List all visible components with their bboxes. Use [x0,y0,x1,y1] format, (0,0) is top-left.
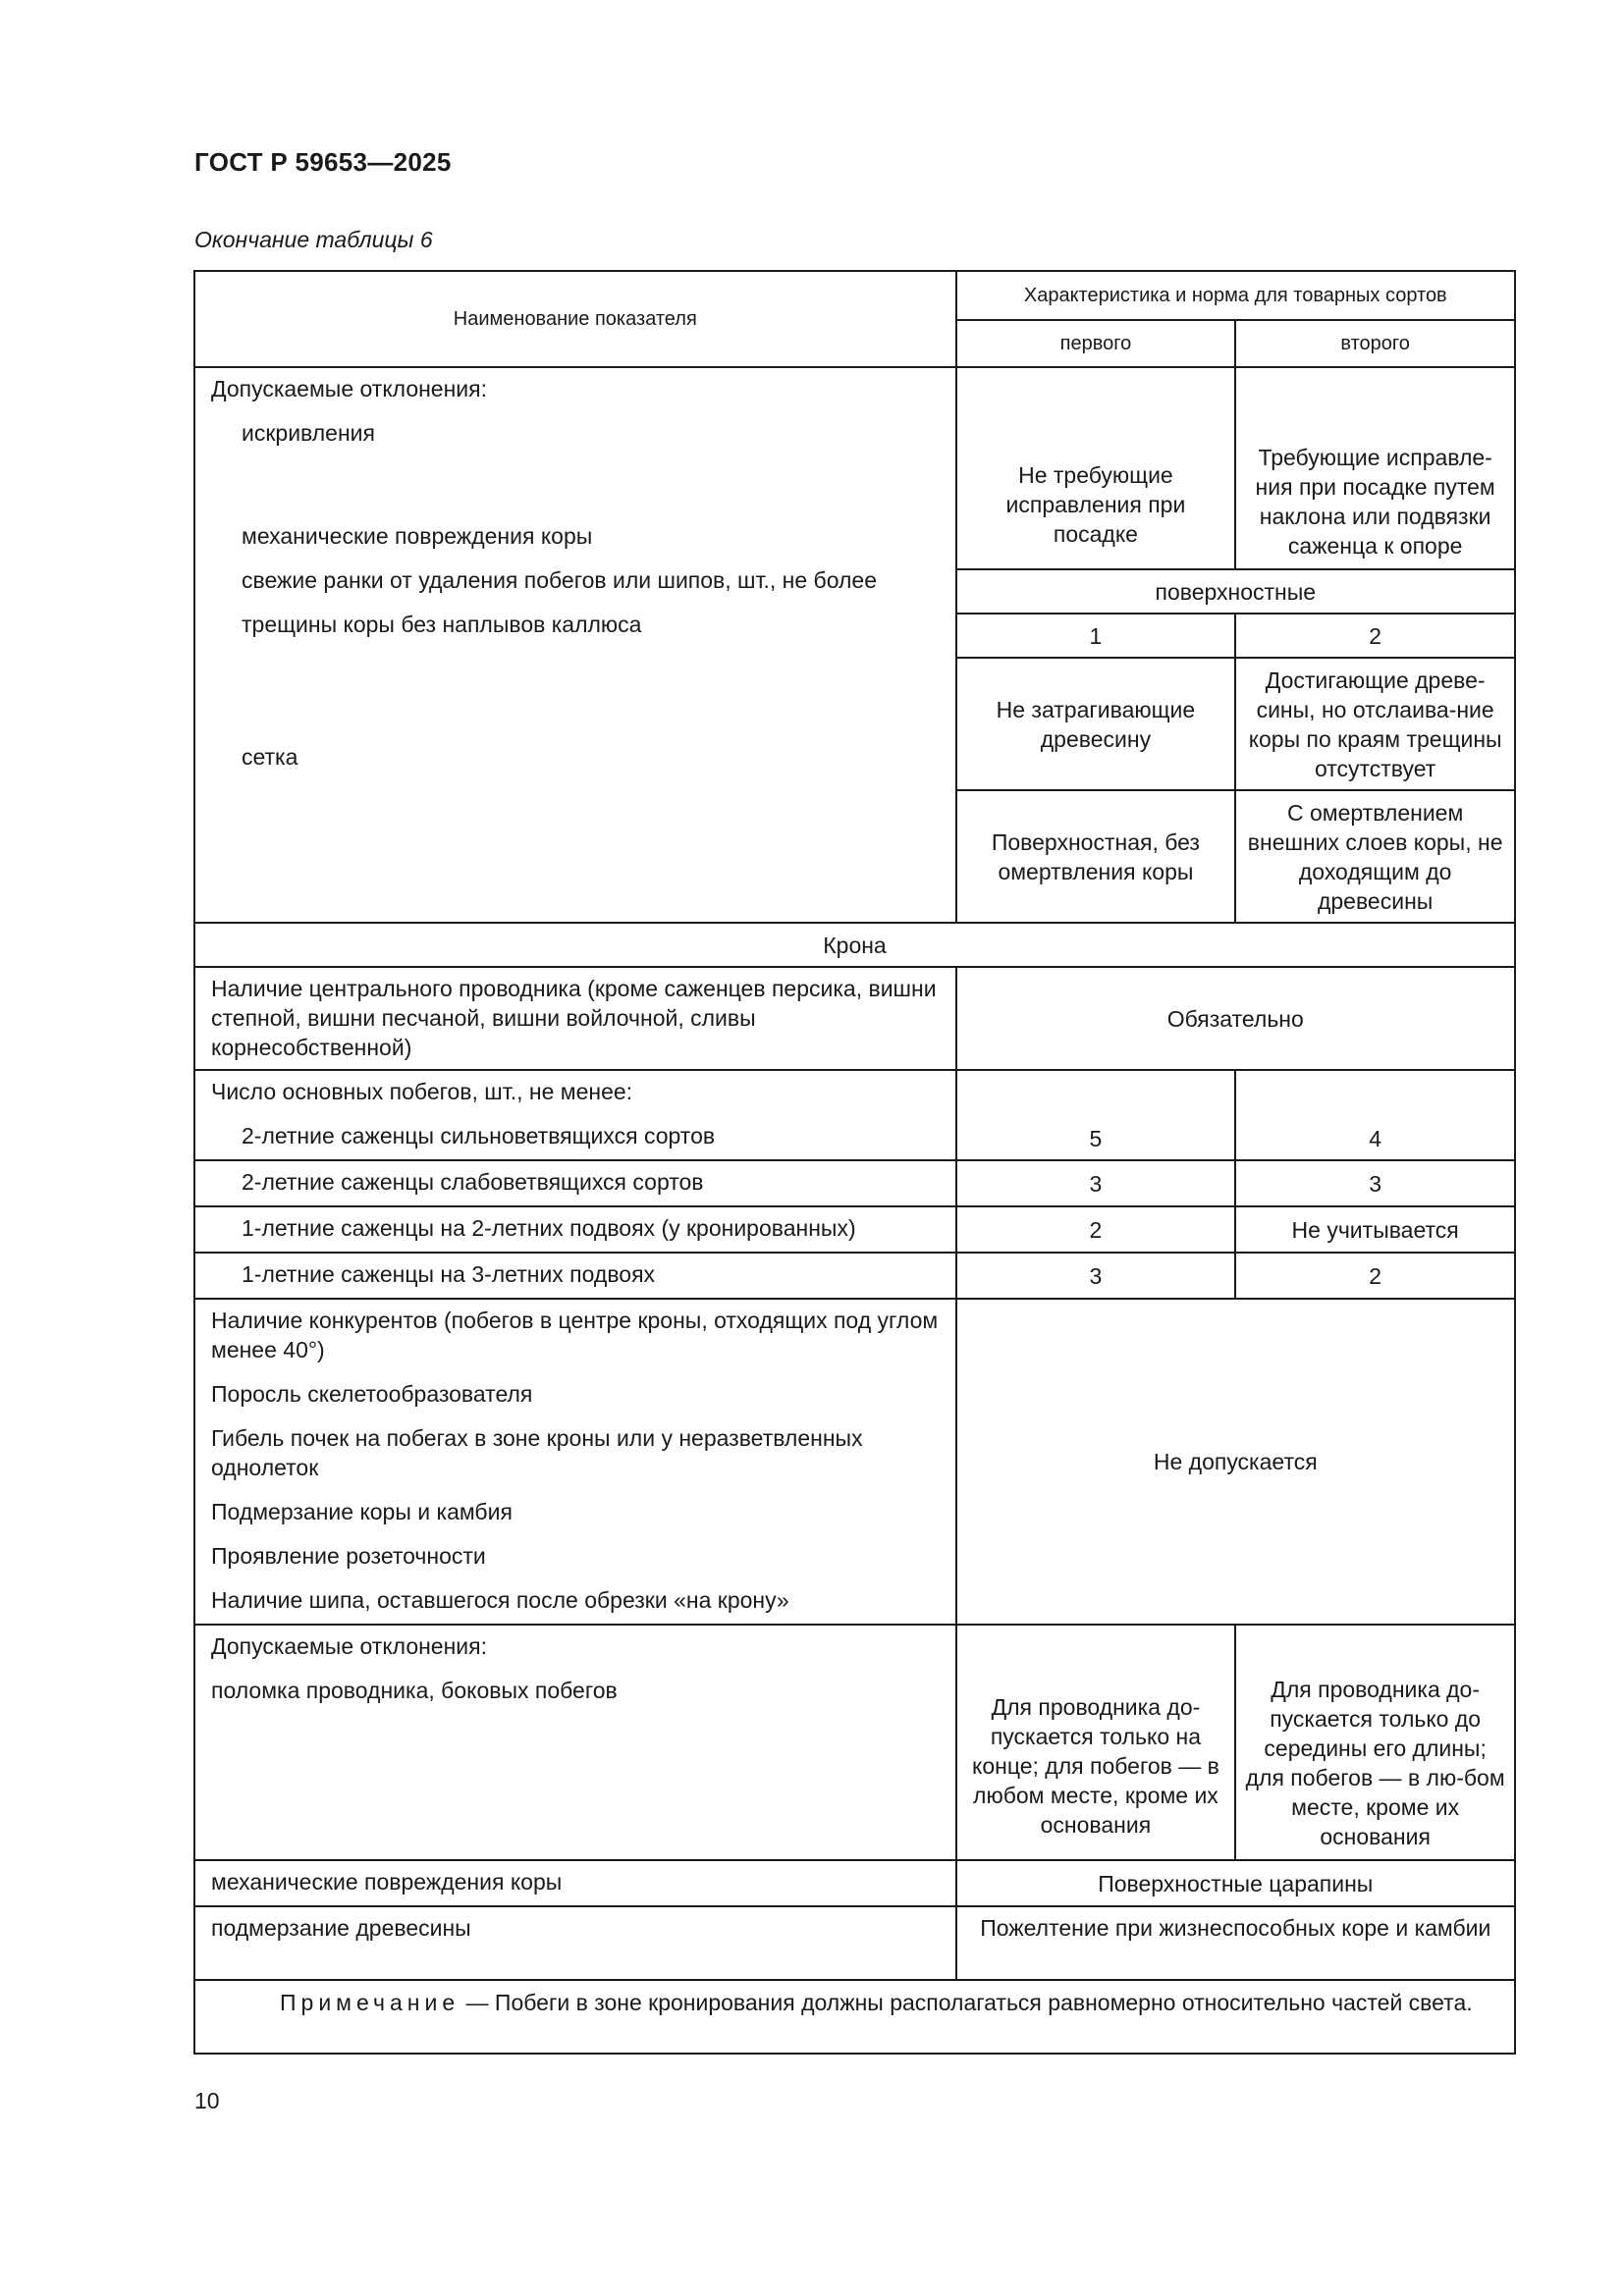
group2-bark-damage-value: Поверхностные царапины [956,1860,1515,1906]
shoots-row-4-first: 3 [956,1253,1236,1299]
breakage-second: Для проводника до-пускается только до середины его длины; для побегов — в лю-бом месте, кроме их основания [1235,1625,1515,1860]
shoots-row-2-first: 3 [956,1160,1236,1206]
label-skeletal-growth: Поросль скелетообразователя [211,1381,533,1407]
label-cracks: трещины коры без наплывов каллюса [242,612,642,637]
note-text: Побеги в зоне кронирования должны располагаться равномерно относительно частей света. [494,1990,1473,2015]
cracks-second: Достигающие древе-сины, но отслаива-ние коры по краям трещины отсутствует [1235,658,1515,790]
label-net: сетка [242,744,298,770]
shoots-row-4 [194,1253,956,1299]
group1-title: Допускаемые отклонения: [211,376,487,401]
fresh-wounds-second: 2 [1235,614,1515,658]
group1-labels [194,367,956,923]
shoots-row-2-second: 3 [1235,1160,1515,1206]
cracks-first: Не затрагивающие древесину [956,658,1236,790]
crown-section-title: Крона [194,923,1515,967]
label-shoots-row-1: 2-летние саженцы сильноветвящихся сортов [242,1123,716,1148]
header-second-grade: второго [1235,320,1515,367]
shoots-labels-top [194,1070,956,1160]
characteristics-table [193,270,1516,2055]
label-rosette: Проявление розеточности [211,1543,486,1569]
label-shoots-row-4: 1-летние саженцы на 3-летних подвоях [242,1261,656,1287]
breakage-first: Для проводника до-пускается только на конце; для побегов — в любом месте, кроме их основания [956,1625,1236,1860]
label-bud-death: Гибель почек на побегах в зоне кроны или у неразветвленных однолеток [211,1425,863,1480]
label-competitors: Наличие конкурентов (побегов в центре кроны, отходящих под углом менее 40°) [211,1308,939,1362]
table-note [194,1980,1515,2054]
label-shoots-row-3: 1-летние саженцы на 2-летних подвоях (у кронированных) [242,1215,856,1241]
curvature-second: Требующие исправле-ния при посадке путем наклона или подвязки саженца к опоре [1235,367,1515,569]
wood-freeze-value: Пожелтение при жизнеспособных коре и камбии [956,1906,1515,1980]
table-caption: Окончание таблицы 6 [194,227,433,252]
leader-value: Обязательно [956,967,1515,1070]
label-bark-damage: механические повреждения коры [242,523,593,549]
label-shoots-row-2: 2-летние саженцы слабоветвящихся сортов [242,1169,704,1195]
group2-wood-row [194,1906,956,1980]
header-indicator-name: Наименование показателя [194,271,956,367]
fresh-wounds-first: 1 [956,614,1236,658]
shoots-row-4-second: 2 [1235,1253,1515,1299]
label-bark-freeze: Подмерзание коры и камбия [211,1499,513,1524]
shoots-row-1-first: 5 [956,1070,1236,1160]
document-header: ГОСТ Р 59653—2025 [194,147,452,177]
shoots-row-3-second: Не учитывается [1235,1206,1515,1253]
label-breakage: поломка проводника, боковых побегов [211,1678,618,1703]
curvature-first: Не требующие исправления при посадке [956,367,1236,569]
group2-title: Допускаемые отклонения: [211,1633,487,1659]
net-second: С омертвлением внешних слоев коры, не доходящим до древесины [1235,790,1515,923]
label-thorn: Наличие шипа, оставшегося после обрезки «на крону» [211,1587,789,1613]
shoots-row-1-second: 4 [1235,1070,1515,1160]
label-fresh-wounds: свежие ранки от удаления побегов или шипов, шт., не более [242,567,877,593]
note-prefix: Примечание [280,1990,460,2015]
shoots-row-3-first: 2 [956,1206,1236,1253]
net-first: Поверхностная, без омертвления коры [956,790,1236,923]
bark-damage-value: поверхностные [956,569,1515,614]
shoots-title: Число основных побегов, шт., не менее: [211,1079,633,1104]
shoots-row-2 [194,1160,956,1206]
label-group2-bark-damage: механические повреждения коры [211,1869,563,1895]
group2-labels [194,1625,956,1860]
note-dash: — [460,1990,495,2015]
label-leader: Наличие центрального проводника (кроме саженцев персика, вишни степной, вишни песчаной, вишни войлочной, сливы корнесобственной) [194,967,956,1070]
group2-bark-row [194,1860,956,1906]
not-allowed-labels [194,1299,956,1625]
not-allowed-value: Не допускается [956,1299,1515,1625]
header-first-grade: первого [956,320,1236,367]
label-wood-freeze: подмерзание древесины [211,1915,471,1941]
label-curvature: искривления [242,420,375,446]
shoots-row-3 [194,1206,956,1253]
page-number: 10 [194,2088,220,2113]
header-group: Характеристика и норма для товарных сортов [956,271,1515,320]
